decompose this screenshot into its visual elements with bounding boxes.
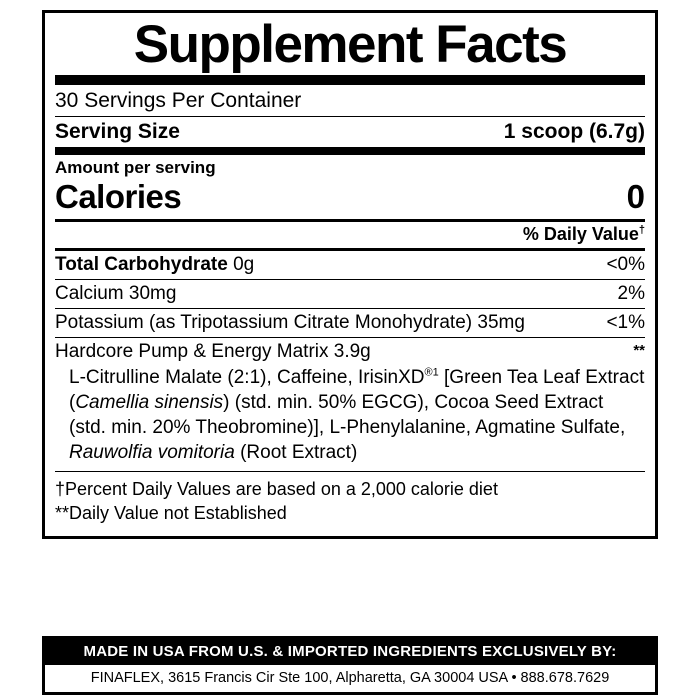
calories-row (55, 178, 645, 219)
panel-title: Supplement Facts (133, 15, 567, 74)
divider-thick-2 (55, 147, 645, 155)
nutrient-name-potassium (55, 312, 525, 334)
matrix-ingredients: L-Citrulline Malate (2:1), Caffeine, IrisinXD$^{®1}$ [Green Tea Leaf Extract (Camellia sinensis) (std. min. 50% EGCG), Cocoa Seed Extract (std. min. 20% Theobromine)], L-Phenylalanine, Agmatine Sulfate, Rauwolfia vomitoria (Root Extract) (69, 366, 645, 463)
matrix-dv: ** (633, 341, 645, 359)
matrix-row (55, 338, 645, 363)
table-row (55, 251, 645, 279)
supplement-facts-panel (42, 10, 658, 539)
nutrient-label: Calcium (55, 282, 124, 304)
calories-value: 0 (626, 177, 645, 215)
nutrient-amount: 35mg (477, 311, 525, 333)
nutrient-label: Total Carbohydrate (55, 253, 228, 275)
nutrient-amount: 0g (233, 253, 255, 275)
footnotes (55, 472, 645, 528)
nutrient-name-total-carbohydrate (55, 254, 254, 276)
serving-size-label: Serving Size (55, 119, 180, 143)
table-row (55, 280, 645, 308)
serving-size-value: 1 scoop (6.7g) (503, 119, 645, 143)
divider-thick-top (55, 75, 645, 85)
nutrient-dv: <0% (606, 253, 645, 275)
nutrient-name-calcium (55, 283, 176, 305)
calories-label: Calories (55, 177, 182, 215)
serving-size-row (55, 117, 645, 147)
footnote-daily-value: †Percent Daily Values are based on a 2,000 calorie diet (55, 478, 498, 499)
daily-value-header (55, 222, 645, 248)
matrix-name: Hardcore Pump & Energy Matrix 3.9g (55, 340, 371, 362)
daily-value-dagger: † (638, 223, 645, 236)
servings-per-container: 30 Servings Per Container (55, 88, 302, 112)
amount-per-serving-label: Amount per serving (55, 157, 216, 177)
nutrient-dv: 2% (617, 282, 645, 304)
table-row (55, 309, 645, 337)
nutrient-amount: 30mg (128, 282, 177, 304)
nutrient-label: Potassium (as Tripotassium Citrate Monohydrate) (55, 311, 473, 333)
footnote-not-established: **Daily Value not Established (55, 503, 287, 524)
made-in-usa-banner: MADE IN USA FROM U.S. & IMPORTED INGREDIENTS EXCLUSIVELY BY: (45, 639, 655, 665)
daily-value-header-text: % Daily Value (522, 223, 639, 244)
manufacturer-box (42, 636, 658, 695)
manufacturer-address: FINAFLEX, 3615 Francis Cir Ste 100, Alpharetta, GA 30004 USA • 888.678.7629 (90, 670, 610, 686)
nutrient-dv: <1% (606, 311, 645, 333)
